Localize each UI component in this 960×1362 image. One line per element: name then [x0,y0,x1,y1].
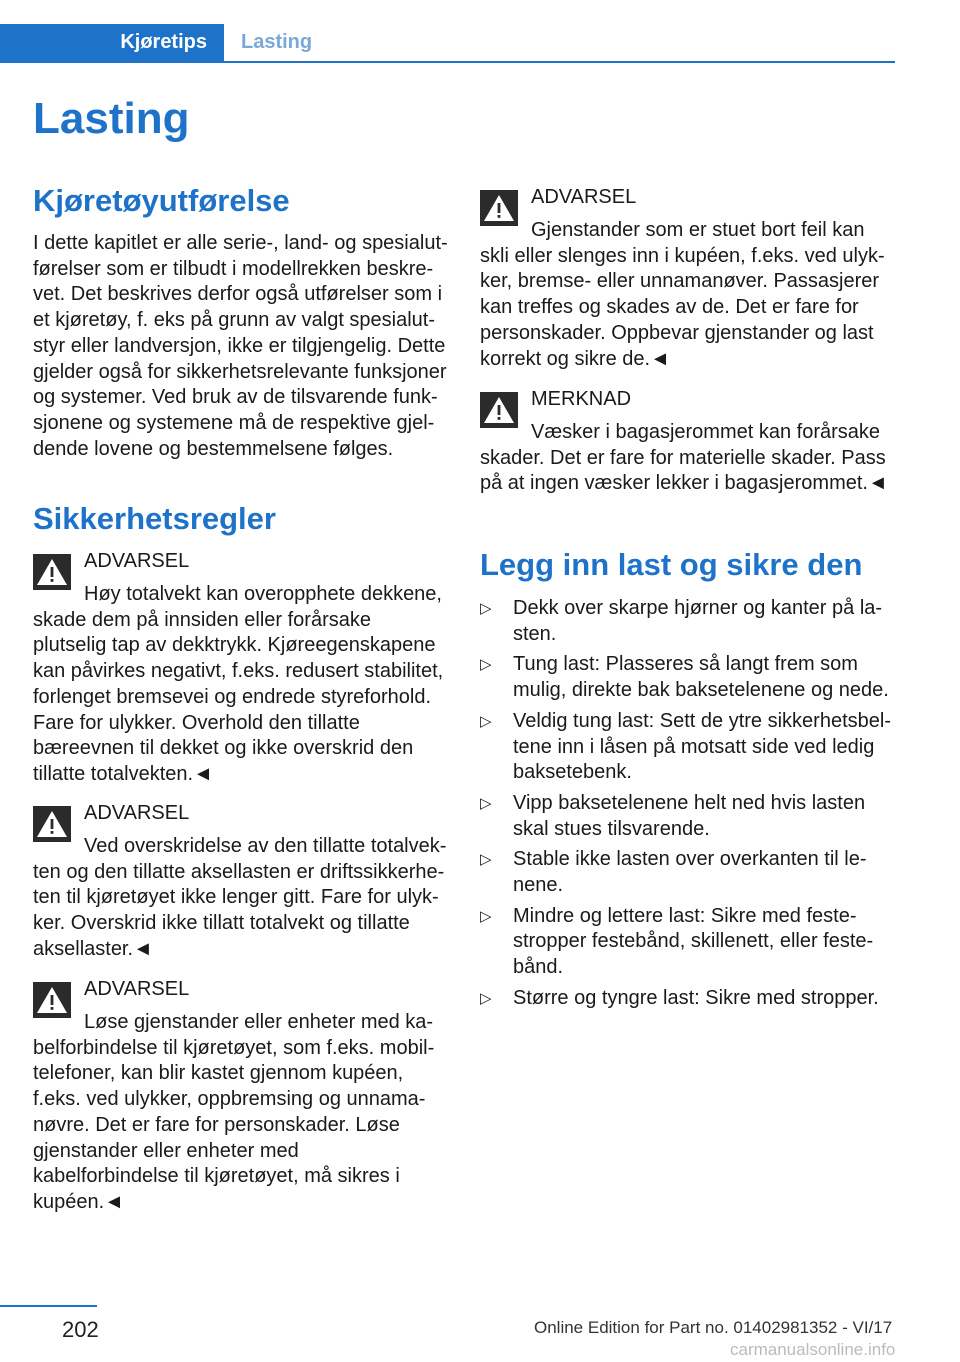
tab-lasting[interactable] [241,24,312,61]
triangle-bullet-icon: ▷ [480,656,492,674]
list-item-text: Større og tyngre last: Sikre med stropper. [513,986,879,1009]
list-item [480,596,900,647]
section-title-sikkerhetsregler: Sikkerhetsregler [33,501,276,536]
list-item-text: Tung last: Plasseres så langt frem som mulig, direkte bak baksetelenene og nede. [513,653,889,702]
list-item [480,791,900,842]
page-number-rule [0,1305,97,1307]
warning-text: Ved overskridelse av den tillatte totalvekten og den tillatte aksellasten er driftssikkerheten til kjøretøyet ikke lenger gitt. Fare for ulykker. Overskrid ikke tillatt totalvekt og tillatte aksellaster.◄ [33,835,447,960]
triangle-bullet-icon: ▷ [480,794,492,812]
list-item [480,986,900,1012]
section-title-kjoretoyutforelse: Kjøretøyutførelse [33,183,290,218]
warning-block [33,549,448,788]
list-item [480,652,900,703]
triangle-bullet-icon: ▷ [480,851,492,869]
tab-kjoretips-label: Kjøretips [120,31,207,53]
warning-block [480,185,895,372]
list-item-text: Veldig tung last: Sett de ytre sikkerhetsbeltene inn i låsen på motsatt side ved ledig baksetebenk. [513,709,891,784]
warning-label: ADVARSEL [84,550,190,572]
tab-kjoretips[interactable] [0,24,224,61]
warning-block [33,801,448,963]
notice-label: MERKNAD [531,388,632,410]
watermark: carmanualsonline.info [730,1340,896,1359]
edition-info: Online Edition for Part no. 01402981352 - VI/17 [534,1318,893,1337]
warning-text: Løse gjenstander eller enheter med kabelforbindelse til kjøretøyet, som f.eks. mobiltelefoner, kan blir kastet gjennom kupéen, f.eks. ved ulykker, oppbremsing og unnamanøvre. Det er fare for personskader. Løse gjenstander eller enheter med kabelforbindelse til kjøretøyet, må sikres i kupéen.◄ [33,1011,435,1213]
section-body-kjoretoyutforelse: I dette kapitlet er alle serie-, land- og spesialutførelser som er tilbudt i modellrekken beskrevet. Det beskrives derfor også utførelser som i et kjøretøy, f. eks på grunn av valgt spesialutstyr eller landversjon, ikke er tilgjengelig. Dette gjelder også for sikkerhetsrelevante funksjoner og systemer. Ved bruk av de tilsvarende funksjonene og systemene må de respektive gjeldende lovene og bestemmelsene følges. [33,232,448,460]
warning-icon [480,190,518,226]
warning-label: ADVARSEL [84,802,190,824]
page-title: Lasting [33,94,190,143]
list-item [480,904,900,981]
notice-text: Væsker i bagasjerommet kan forårsake skader. Det er fare for materielle skader. Pass på at ingen væsker lekker i bagasjerommet.◄ [480,421,888,495]
warning-label: ADVARSEL [84,978,190,1000]
chapter-header [0,24,895,63]
triangle-bullet-icon: ▷ [480,600,492,617]
list-item-text: Mindre og lettere last: Sikre med festestropper festebånd, skillenett, eller festebånd. [513,904,874,979]
warning-block [33,977,448,1216]
warning-label: ADVARSEL [531,186,637,208]
warning-icon [33,554,71,590]
list-item-text: Vipp baksetelenene helt ned hvis lasten skal stues tilsvarende. [513,791,866,840]
triangle-bullet-icon: ▷ [480,907,492,925]
loading-instructions-list [480,596,900,1017]
notice-icon [480,392,518,428]
warning-icon [33,806,71,842]
list-item [480,847,900,898]
triangle-bullet-icon: ▷ [480,712,492,730]
warning-text: Høy totalvekt kan overopphete dekkene, skade dem på innsiden eller forårsake plutselig tap av dekktrykk. Kjøreegenskapene kan påvirkes negativt, f.eks. redusert stabilitet, forlenget bremsevei og endrede styreforhold. Fare for ulykker. Overhold den tillatte bæreevnen til dekket og ikke overskrid den tillatte totalvekten.◄ [33,583,444,785]
page-number: 202 [62,1317,99,1342]
warning-icon [33,982,71,1018]
warning-text: Gjenstander som er stuet bort feil kan skli eller slenges inn i kupéen, f.eks. ved ulykker, bremse- eller unnamanøver. Passasjerer kan treffes og skades av de. Det er fare for personskader. Oppbevar gjenstander og last korrekt og sikre de.◄ [480,219,885,370]
triangle-bullet-icon: ▷ [480,989,492,1007]
list-item [480,709,900,786]
list-item-text: Stable ikke lasten over overkanten til lenene. [513,848,867,897]
tab-lasting-label: Lasting [241,31,313,53]
notice-block [480,387,895,497]
list-item-text: Dekk over skarpe hjørner og kanter på lasten. [513,597,883,645]
section-title-legg-inn-last: Legg inn last og sikre den [480,547,863,582]
